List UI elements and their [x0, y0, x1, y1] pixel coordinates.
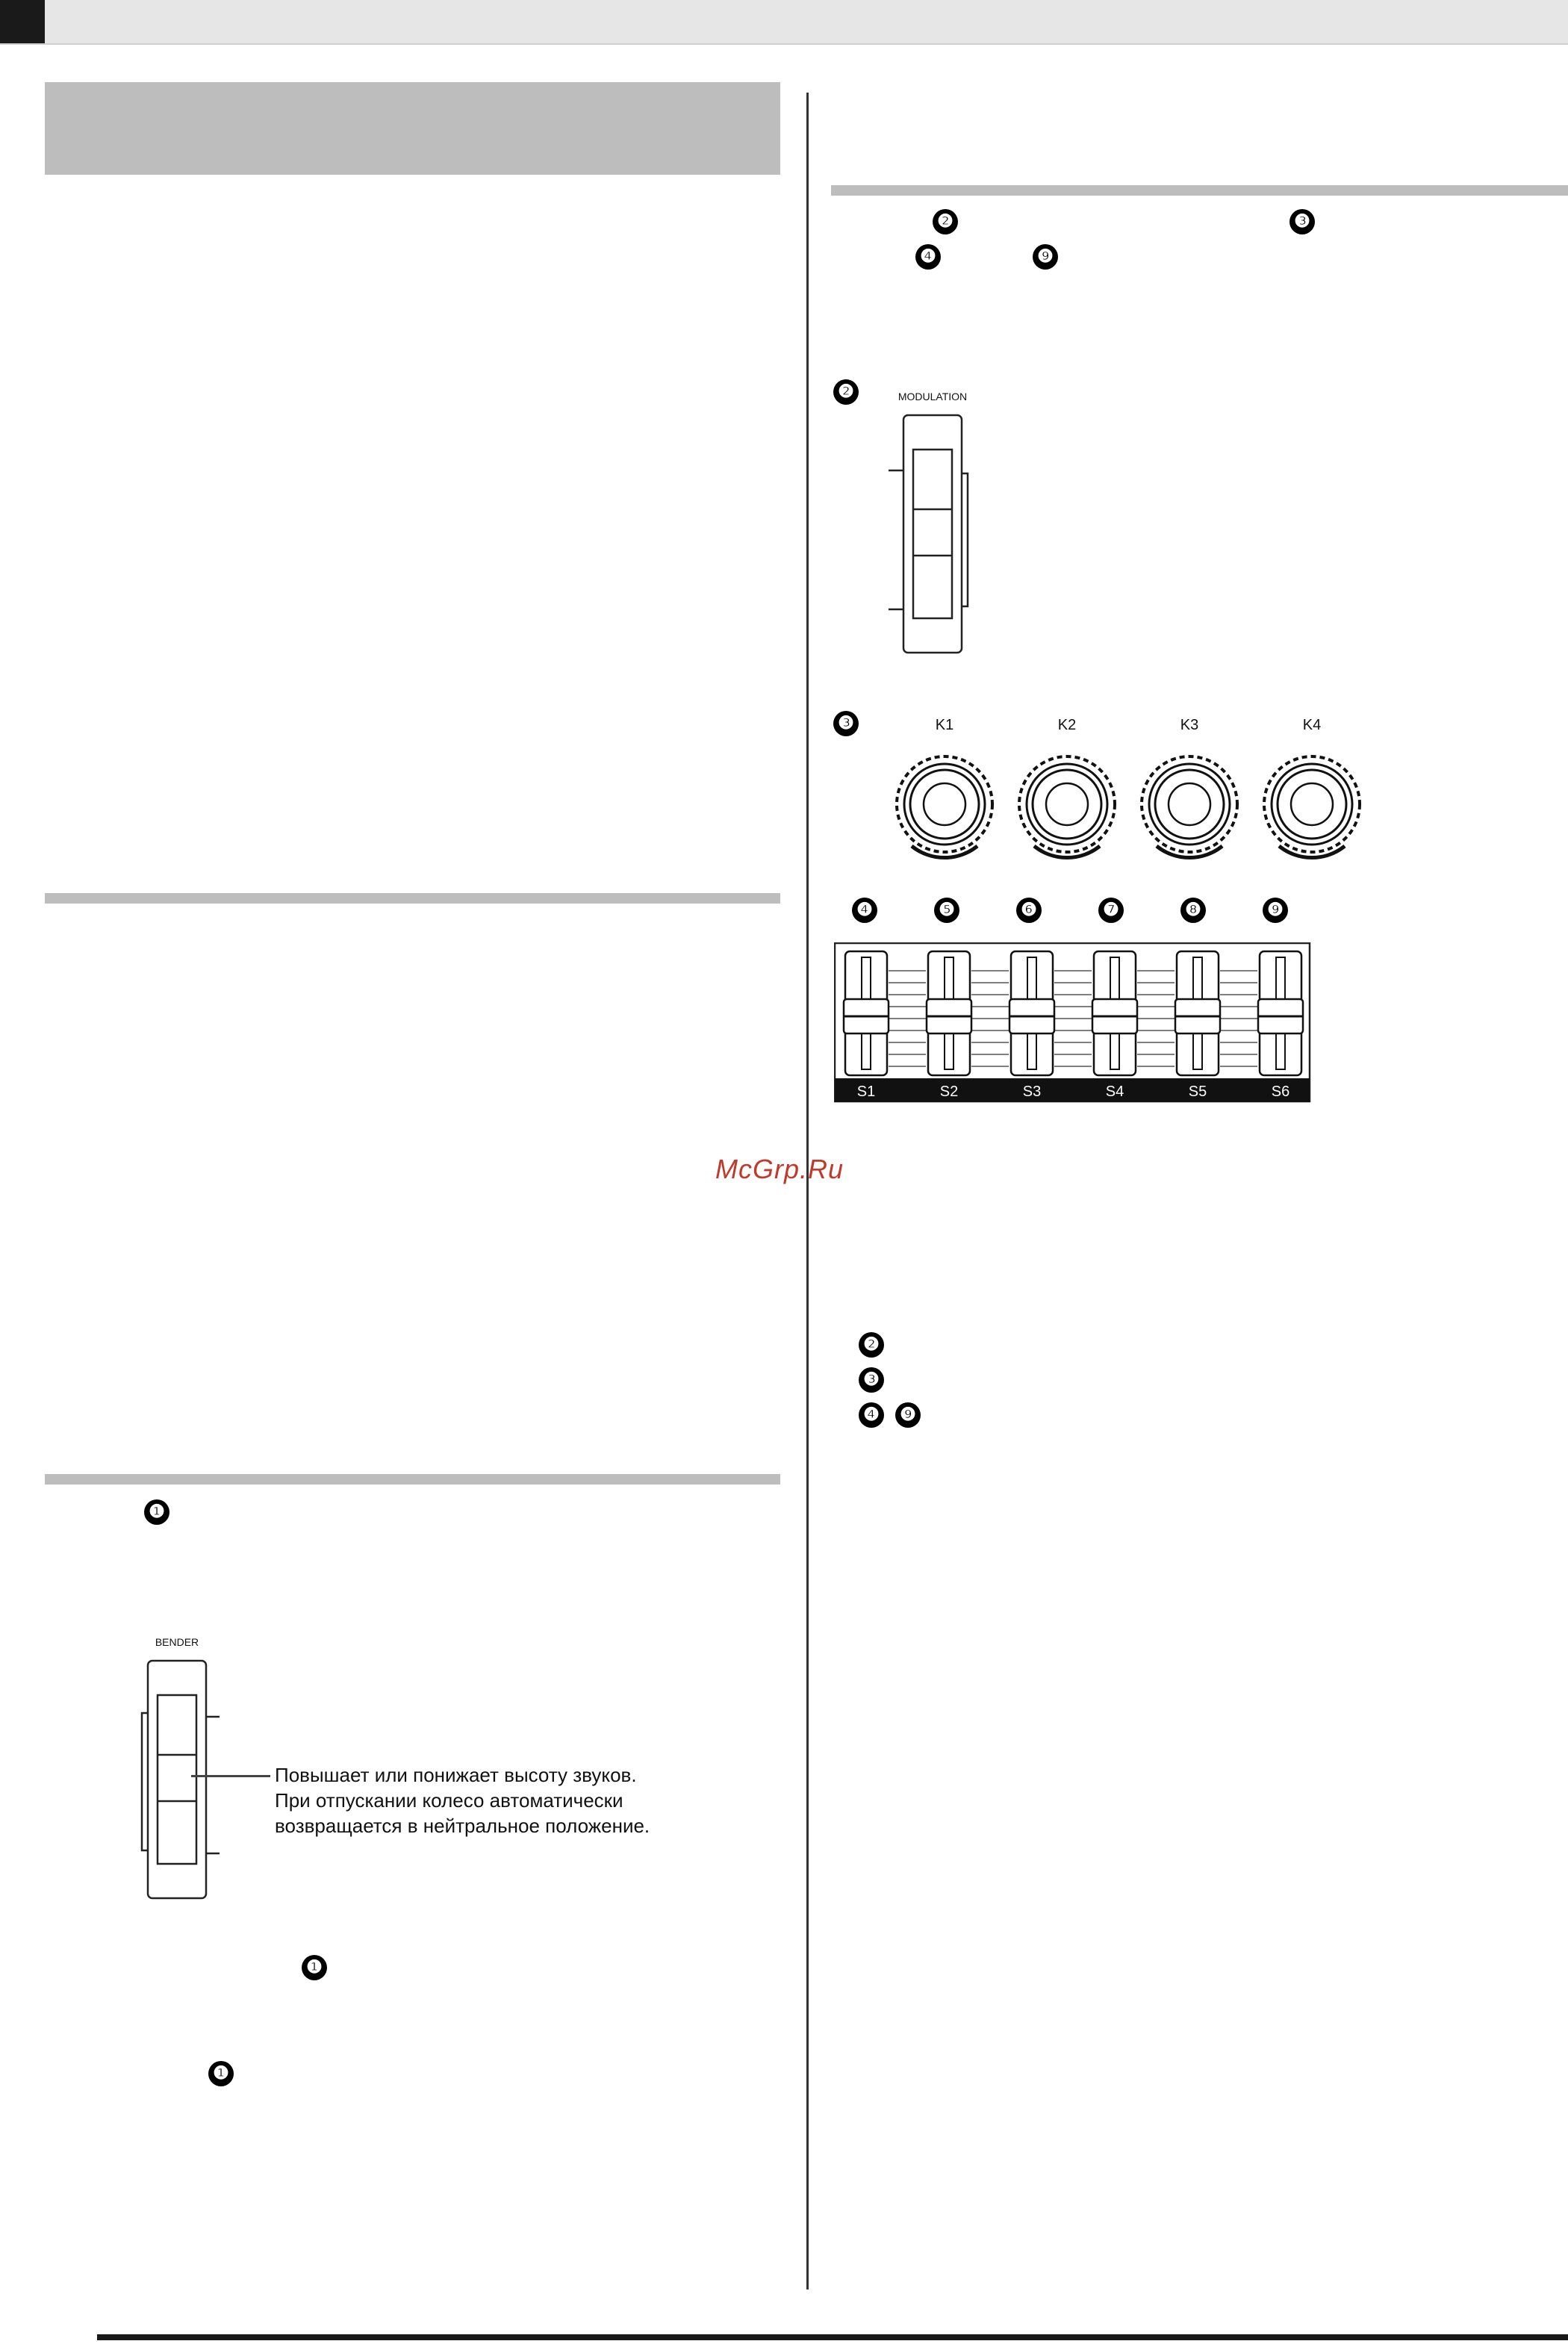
- modulation-wheel: [881, 388, 993, 665]
- knob-k4: [1264, 717, 1360, 858]
- list-marker-4: ❹: [859, 1402, 884, 1428]
- slider-label: S4: [1105, 1084, 1124, 1100]
- column-divider: [806, 93, 809, 2289]
- slider-marker-6: ❻: [1016, 898, 1042, 923]
- section-title-box: [45, 82, 780, 175]
- page-bottom-rule: [97, 2334, 1568, 2340]
- bender-callout-line: [191, 1775, 270, 1777]
- bender-wheel: [127, 1628, 239, 1904]
- slider-label: S2: [939, 1084, 959, 1100]
- bender-callout: [275, 1762, 738, 1838]
- slider-marker-8: ❽: [1180, 898, 1206, 923]
- bender-label: BENDER: [155, 1636, 199, 1648]
- modulation-label: MODULATION: [897, 391, 968, 402]
- page-corner-tab: [0, 0, 45, 43]
- bender-callout-line-2: При отпускании колесо автоматически: [275, 1789, 623, 1812]
- slider-label: S1: [856, 1084, 876, 1100]
- bender-callout-line-3: возвращается в нейтральное положение.: [275, 1815, 650, 1837]
- slider-label: S5: [1188, 1084, 1207, 1100]
- knob-k1: [897, 717, 992, 858]
- marker-9-intro: ❾: [1033, 244, 1058, 270]
- marker-3-intro: ❸: [1289, 209, 1315, 234]
- marker-2-intro: ❷: [933, 209, 958, 234]
- left-section-rule-2: [45, 1474, 780, 1485]
- list-marker-3: ❸: [859, 1367, 884, 1393]
- knob-row: [885, 713, 1393, 862]
- marker-1-note-b: ❶: [208, 2061, 234, 2086]
- knob-label: K2: [1057, 717, 1077, 733]
- slider-label: S6: [1271, 1084, 1290, 1100]
- marker-1-bender-section: ❶: [144, 1499, 169, 1525]
- marker-2-modulation: ❷: [833, 379, 859, 405]
- slider-label: S3: [1022, 1084, 1042, 1100]
- page-top-band: [0, 0, 1568, 45]
- list-marker-9: ❾: [895, 1402, 921, 1428]
- slider-marker-9: ❾: [1263, 898, 1288, 923]
- list-marker-2: ❷: [859, 1332, 884, 1358]
- knob-label: K4: [1302, 717, 1322, 733]
- marker-1-note-a: ❶: [302, 1955, 327, 1980]
- slider-marker-5: ❺: [934, 898, 959, 923]
- slider-marker-7: ❼: [1098, 898, 1124, 923]
- left-section-rule-1: [45, 893, 780, 904]
- knob-label: K1: [935, 717, 954, 733]
- marker-4-intro: ❹: [915, 244, 941, 270]
- knob-k2: [1019, 717, 1115, 858]
- knob-label: K3: [1180, 717, 1199, 733]
- slider-panel: [834, 942, 1312, 1104]
- watermark: McGrp.Ru: [715, 1154, 844, 1184]
- marker-3-knobs: ❸: [833, 711, 859, 736]
- knob-k3: [1142, 717, 1237, 858]
- bender-callout-line-1: Повышает или понижает высоту звуков.: [275, 1764, 637, 1786]
- slider-marker-4: ❹: [852, 898, 877, 923]
- right-section-rule: [831, 185, 1568, 196]
